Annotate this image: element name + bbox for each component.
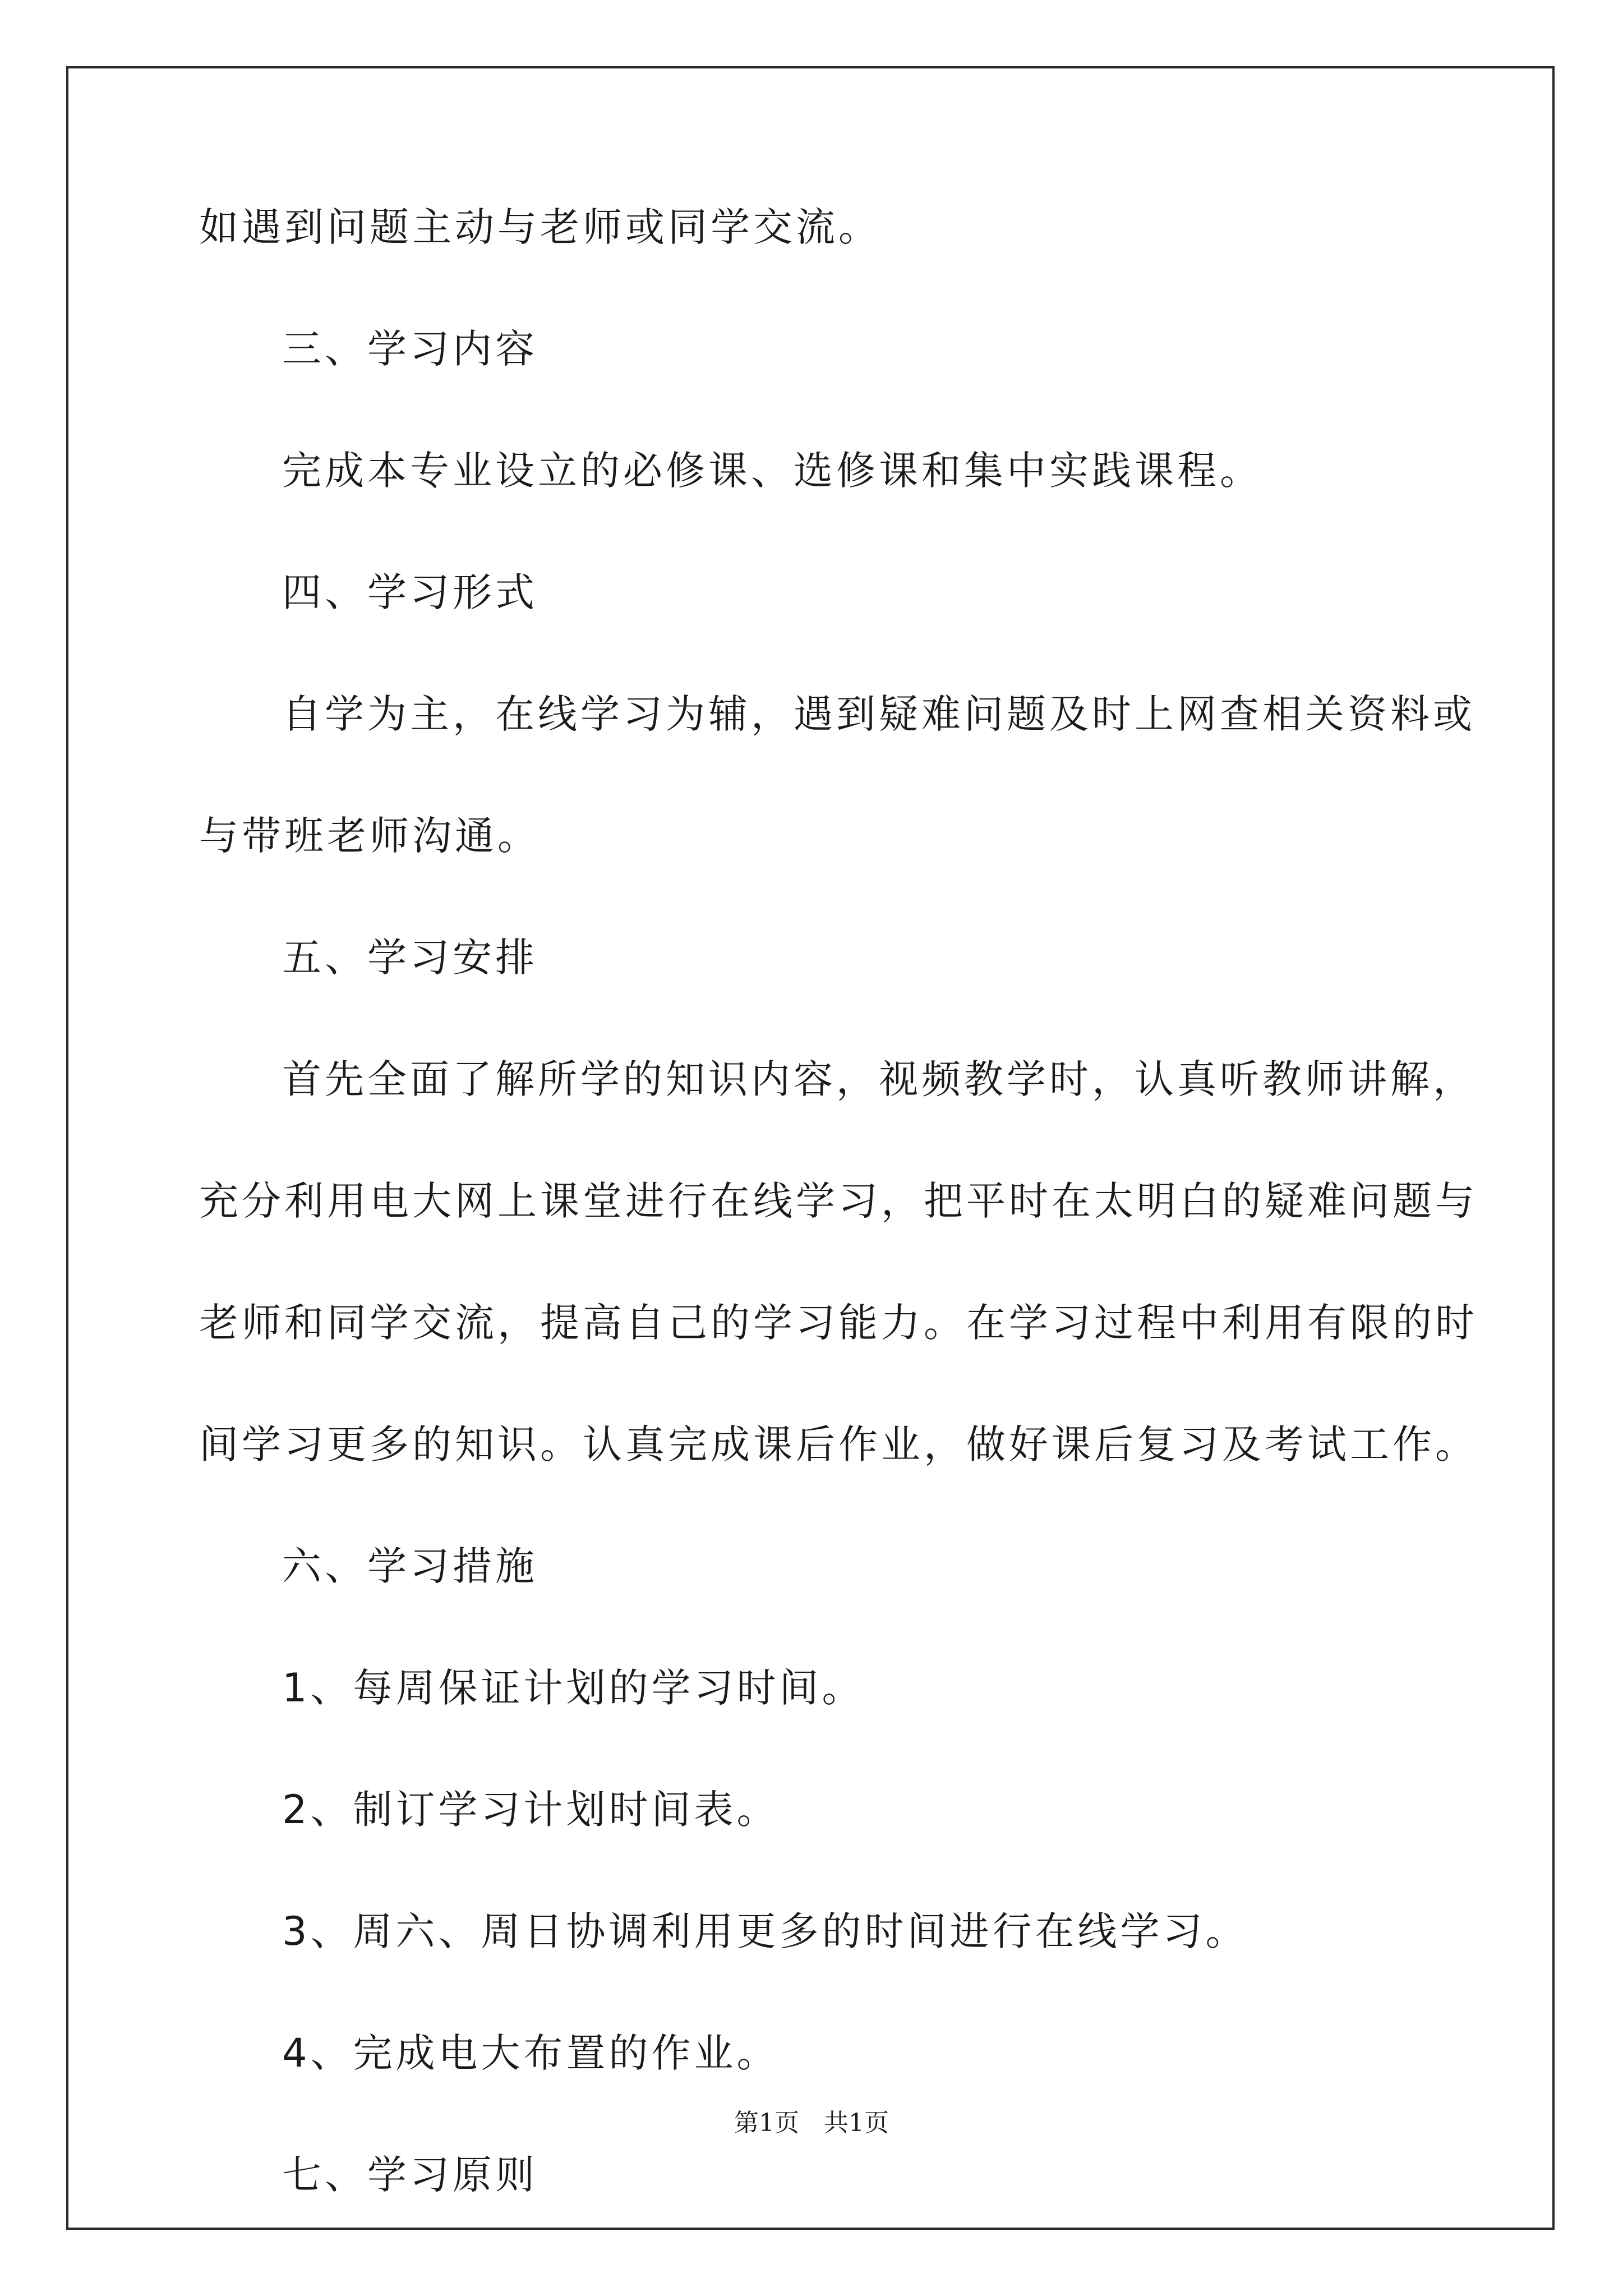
paragraph-line: 与带班老师沟通。 bbox=[199, 813, 540, 859]
section-heading-measures: 六、学习措施 bbox=[282, 1543, 538, 1589]
paragraph-line: 老师和同学交流，提高自己的学习能力。在学习过程中利用有限的时 bbox=[199, 1300, 1478, 1346]
section-heading-arrangement: 五、学习安排 bbox=[282, 935, 538, 981]
paragraph-line: 充分利用电大网上课堂进行在线学习，把平时在太明白的疑难问题与 bbox=[199, 1178, 1478, 1224]
paragraph-line: 如遇到问题主动与老师或同学交流。 bbox=[199, 204, 881, 250]
page-count: 共1页 bbox=[824, 2109, 889, 2137]
list-item: 3、周六、周日协调利用更多的时间进行在线学习。 bbox=[282, 1908, 1248, 1954]
paragraph-line: 自学为主，在线学习为辅，遇到疑难问题及时上网查相关资料或 bbox=[282, 691, 1476, 737]
list-item: 4、完成电大布置的作业。 bbox=[282, 2030, 780, 2076]
page-number: 第1页 bbox=[734, 2109, 799, 2137]
document-body bbox=[199, 202, 1478, 2271]
section-heading-form: 四、学习形式 bbox=[282, 569, 538, 615]
section-heading-principles: 七、学习原则 bbox=[282, 2152, 538, 2198]
list-item: 1、每周保证计划的学习时间。 bbox=[282, 1665, 865, 1711]
page-footer bbox=[0, 2108, 1623, 2139]
section-heading-content: 三、学习内容 bbox=[282, 326, 538, 372]
list-item: 2、制订学习计划时间表。 bbox=[282, 1787, 780, 1833]
paragraph-line: 完成本专业设立的必修课、选修课和集中实践课程。 bbox=[282, 448, 1262, 494]
paragraph-line: 首先全面了解所学的知识内容，视频教学时，认真听教师讲解， bbox=[282, 1056, 1476, 1102]
paragraph-line: 间学习更多的知识。认真完成课后作业，做好课后复习及考试工作。 bbox=[199, 1421, 1478, 1467]
